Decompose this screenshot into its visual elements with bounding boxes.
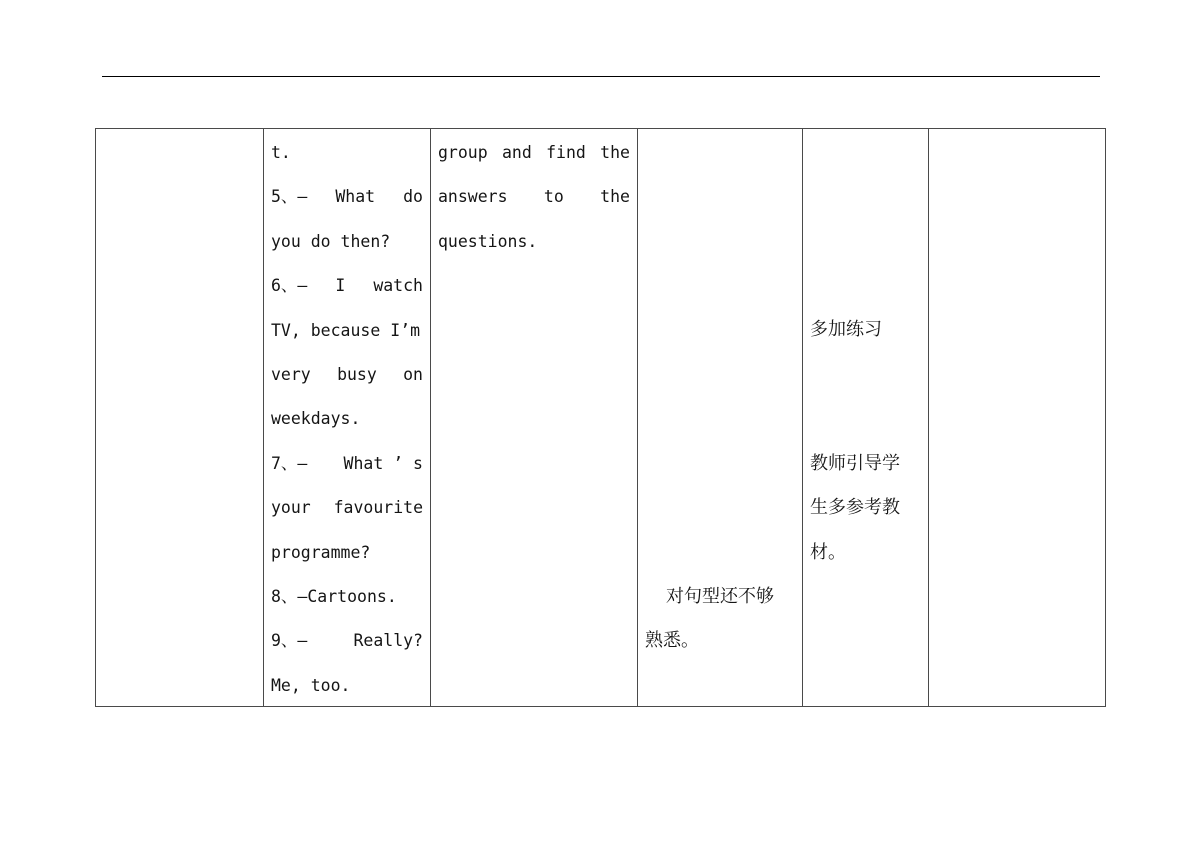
word: answers (438, 187, 508, 206)
word: on (403, 365, 423, 384)
word: favourite (333, 498, 423, 517)
word: the (600, 187, 630, 206)
word: 5、— (271, 187, 308, 206)
dialogue-line-5: TV, because I’m (271, 321, 421, 340)
word: very (271, 365, 311, 384)
word: I (335, 276, 346, 295)
dialogue-line-11: 8、—Cartoons. (271, 587, 397, 606)
word: watch (373, 276, 423, 295)
word: to (543, 187, 564, 206)
word: What (335, 187, 376, 206)
reflection-line-2: 熟悉。 (645, 630, 699, 651)
word: 7、— (271, 454, 308, 473)
notes-guidance-line-2: 生多参考教 (810, 497, 900, 518)
dialogue-line-6 (271, 365, 423, 385)
word: group (438, 143, 488, 162)
table-cell-reflection (637, 128, 803, 707)
activity-line-2 (438, 187, 630, 207)
activity-line-1 (438, 143, 630, 163)
table-cell-col1 (95, 128, 264, 707)
word: your (271, 498, 311, 517)
dialogue-line-1: t. (271, 143, 291, 162)
word: Really? (353, 631, 423, 650)
word: 6、— (271, 276, 308, 295)
table-cell-notes (802, 128, 929, 707)
word: 9、— (271, 631, 308, 650)
notes-guidance-line-3: 材。 (810, 542, 846, 563)
reflection-line-1: 对句型还不够 (666, 586, 774, 607)
dialogue-line-10: programme? (271, 543, 371, 562)
header-rule (102, 76, 1100, 77)
dialogue-line-9 (271, 498, 423, 518)
notes-practice: 多加练习 (810, 319, 882, 340)
activity-line-3: questions. (438, 232, 538, 251)
dialogue-line-13: Me, too. (271, 676, 351, 695)
dialogue-line-2 (271, 187, 423, 207)
word: find (546, 143, 586, 162)
dialogue-line-8 (271, 454, 423, 474)
notes-guidance-line-1: 教师引导学 (810, 453, 900, 474)
dialogue-line-3: you do then? (271, 232, 391, 251)
word: busy (337, 365, 377, 384)
table-cell-col6 (928, 128, 1106, 707)
word: the (600, 143, 630, 162)
word: and (501, 143, 532, 162)
dialogue-line-12 (271, 631, 423, 651)
table-cell-activity (430, 128, 638, 707)
dialogue-line-4 (271, 276, 423, 296)
table-cell-dialogue (263, 128, 431, 707)
word: do (403, 187, 423, 206)
dialogue-line-7: weekdays. (271, 409, 361, 428)
word: What ’ s (343, 454, 423, 473)
